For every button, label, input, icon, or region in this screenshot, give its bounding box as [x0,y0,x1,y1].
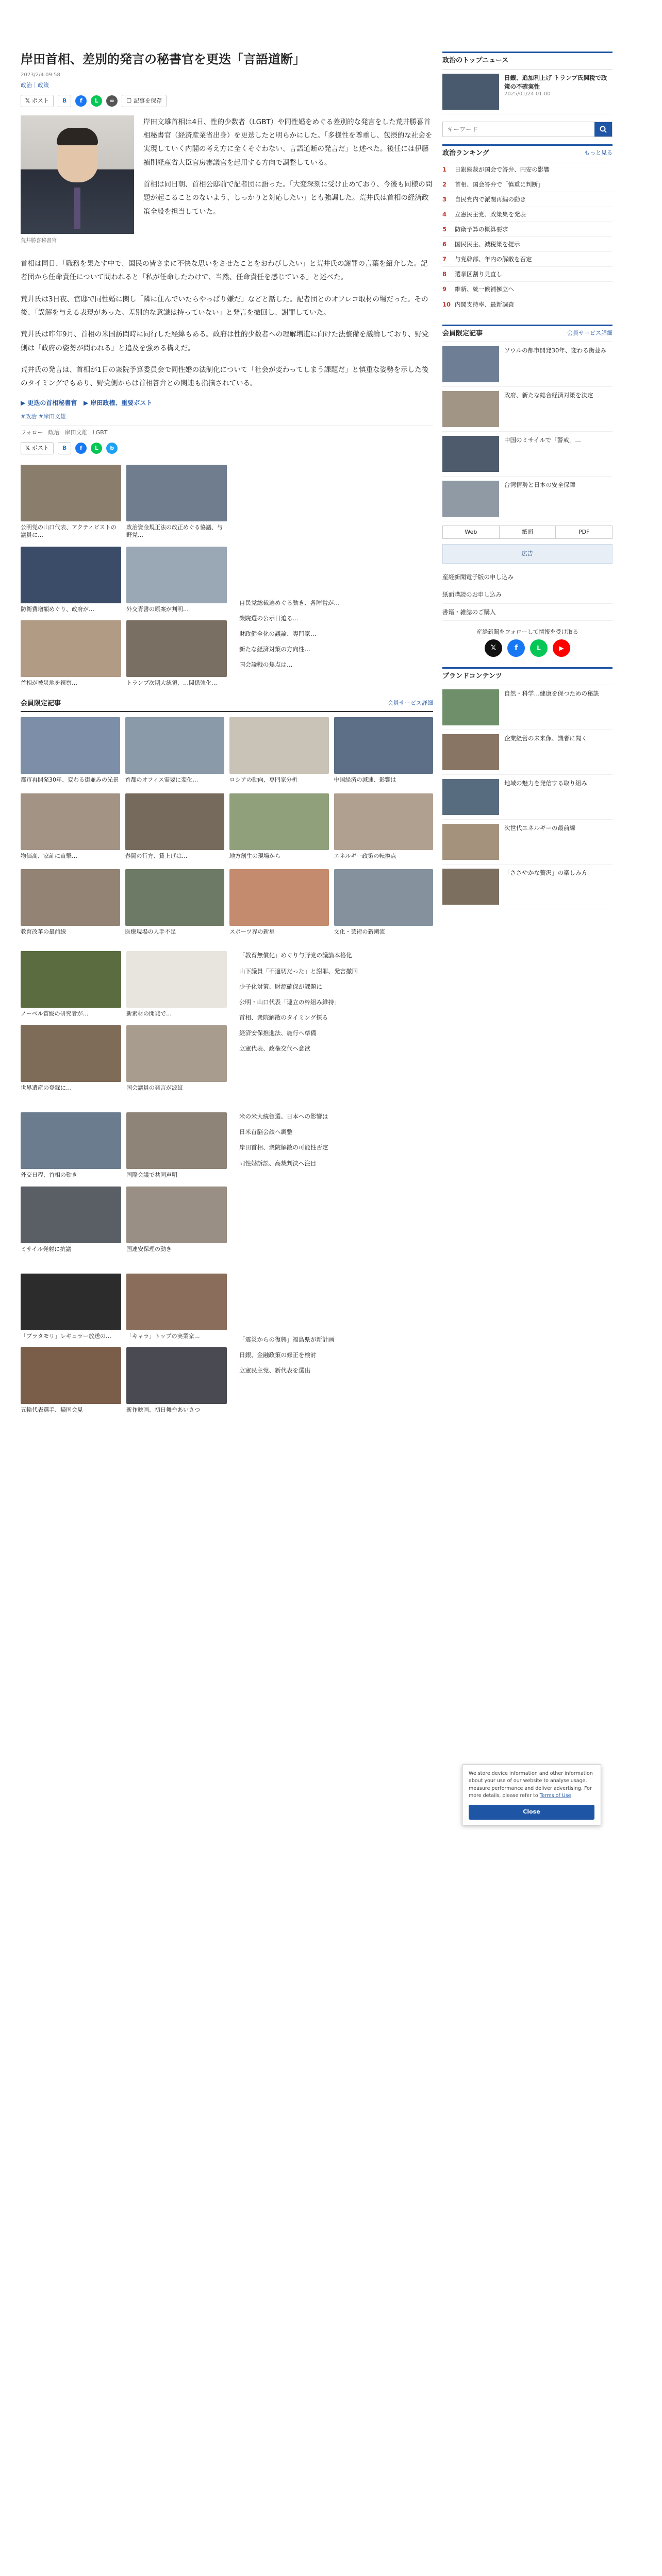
side-card-text: 政府、新たな総合経済対策を決定 [504,392,593,399]
article-thumb[interactable] [334,717,434,784]
related-link[interactable]: ▶ 岸田政権、重要ポスト [83,399,153,406]
side-card-text: ソウルの都市開発30年、変わる街並み [504,347,607,354]
article-thumb[interactable] [21,1112,121,1179]
text-link[interactable]: 「震災からの復興」福島県が新計画 [239,1336,334,1344]
thumb-label: 公明党の山口代表、アクティビストの議員に… [21,523,117,539]
lower-text-list [239,1112,433,1167]
news-title: 日銀、追加利上げ トランプ氏関税で政策の不確実性 [504,74,607,90]
thumb-label: 国際会議で共同声明 [126,1172,177,1179]
brand-list [442,685,613,909]
ranking-item[interactable] [442,222,613,237]
thumb-image [126,620,227,677]
text-link[interactable]: 同性婚訴訟、高裁判決へ注目 [239,1159,317,1167]
side-card[interactable] [442,342,613,387]
thumb-label: 教育改革の最前線 [21,928,66,936]
article-thumb[interactable] [126,1187,227,1253]
mid-grid [21,951,227,1092]
text-link[interactable]: 立憲代表、政権交代へ意欲 [239,1045,310,1053]
ranking-item[interactable] [442,297,613,312]
article-title: 岸田首相、差別的発言の秘書官を更迭「言語道断」 [21,52,305,66]
ranking-list [442,162,613,312]
photo-caption: 荒井勝喜秘書官 [21,238,57,244]
tab-paper[interactable]: 紙面 [500,526,556,538]
thumb-image [126,1274,227,1330]
sidebar [442,52,613,909]
thumb-label: 国会議員の発言が波紋 [126,1084,183,1091]
ranking-item[interactable] [442,237,613,252]
text-link[interactable]: 国会論戦の焦点は… [239,661,293,669]
search-input[interactable] [443,122,594,137]
side-thumb [442,689,499,725]
thumb-label: 新素材の開発で… [126,1010,172,1018]
article-thumb[interactable] [229,869,329,936]
news-thumb [442,74,499,110]
ranking-item[interactable] [442,162,613,177]
side-thumb [442,481,499,517]
article-thumb[interactable] [21,717,120,784]
side-card[interactable] [442,432,613,477]
sidebar-heading: 会員限定記事 [442,329,483,337]
thumb-image [21,1025,121,1082]
article-thumb[interactable] [21,793,120,860]
article-thumb[interactable] [21,547,121,613]
article-thumb[interactable] [21,1187,121,1253]
members-grid [21,717,433,936]
paragraph: 荒井氏は昨年9月、首相の米国訪問時に同行した経緯もある。政府は性的少数者への理解増進に向けた法整備を議論しており、野党側は「政府の姿勢が問われる」と追及を強める構えだ。 [21,330,429,352]
hatena-button[interactable]: B [58,95,71,107]
top-news-item[interactable] [442,70,613,114]
thumb-image [21,793,120,850]
side-card-text: 企業経営の未来像、識者に聞く [504,735,587,742]
article-tags[interactable]: #政治 #岸田文雄 [21,413,66,420]
text-link[interactable]: 自民党総裁選めぐる動き、各陣営が… [239,599,340,606]
thumb-label: 政治資金規正法の改正めぐる協議、与野党… [126,523,223,539]
tag-link[interactable]: LGBT [92,429,108,436]
tab-web[interactable]: Web [443,526,500,538]
thumb-image [334,717,434,774]
terms-link[interactable]: Terms of Use [539,1792,571,1799]
article-thumb[interactable] [126,1112,227,1179]
article-thumb[interactable] [21,1025,121,1092]
cookie-close-button[interactable]: Close [469,1805,594,1820]
follow-text: 産経新聞をフォローして情報を受け取る [476,629,578,636]
text-link[interactable]: 立憲民主党、新代表を選出 [239,1367,310,1375]
x-icon: 𝕏 [25,97,30,104]
thumb-label: ロシアの動向、専門家分析 [229,776,297,784]
link-icon[interactable]: ∞ [106,95,118,107]
lower-grid [21,1112,227,1253]
thumb-label: 医療現場の人手不足 [125,928,176,936]
sns-row [442,639,613,657]
x-icon[interactable]: 𝕏 [485,639,502,657]
thumb-label: 外交日程、首相の動き [21,1172,77,1179]
text-link[interactable]: 米の米大統領選、日本への影響は [239,1113,328,1121]
article-thumb[interactable] [229,717,329,784]
ranking-item[interactable] [442,252,613,267]
thumb-image [126,1025,227,1082]
side-card-text: 自然・科学…健康を保つための秘訣 [504,690,599,698]
thumb-label: 新作映画、初日舞台あいさつ [126,1406,200,1414]
tag-bar [21,425,433,437]
cookie-text: We store device information and other information about your use of our website to analyse usage, measure performance and deliver advertising. For more details, please refer to [469,1771,593,1799]
text-link[interactable]: 岸田首相、衆院解散の可能性否定 [239,1144,328,1151]
paragraph: 荒井氏は3日夜、官邸で同性婚に関し「隣に住んでいたらやっぱり嫌だ」などと話した。記者団とのオフレコ取材の場だった。その後、「誤解を与える表現があった。差別的な意識は持っていない」と発言を撤回し、謝罪していた。 [21,295,428,317]
rank-title: 与党幹部、年内の解散を否定 [455,256,532,263]
thumb-label: トランプ次期大統領、…関係強化… [126,680,217,687]
thumb-label: 首相が被災地を視察… [21,680,77,687]
side-thumb [442,869,499,905]
rank-number: 6 [442,241,447,248]
side-thumb [442,436,499,472]
thumb-label: 首都のオフィス需要に変化… [125,776,198,784]
rank-number: 8 [442,270,447,278]
ranking-box [442,144,613,312]
thumb-label: 文化・芸術の新潮流 [334,928,385,936]
related-links [21,399,433,408]
bottom-section [21,1274,433,1414]
post-button[interactable]: 𝕏 ポスト [21,442,54,454]
rank-title: 立憲民主党、政策集を発表 [455,210,526,218]
recommend-grid [21,465,227,687]
thumb-image [21,547,121,603]
article-thumb[interactable] [21,620,121,687]
article-thumb[interactable] [334,869,434,936]
article-date: 2023/2/4 09:58 [21,72,60,78]
text-link[interactable]: 日銀、金融政策の修正を検討 [239,1351,317,1359]
text-link[interactable]: 経済安保推進法、施行へ準備 [239,1029,317,1037]
thumb-image [21,1187,121,1243]
text-link[interactable]: 日米首脳会談へ調整 [239,1128,293,1136]
follow-button[interactable]: フォロー [21,429,43,436]
brand-box [442,667,613,909]
thumb-image [21,1347,121,1404]
side-link[interactable]: 紙面購読のお申し込み [442,586,613,604]
side-card[interactable] [442,477,613,521]
side-link[interactable]: 書籍・雑誌のご購入 [442,604,613,621]
thumb-label: 世界遺産の登録に… [21,1084,72,1091]
thumb-image [334,793,434,850]
article-thumb[interactable] [21,1274,121,1340]
share-bar [21,95,433,107]
rank-number: 7 [442,256,447,263]
search-icon [600,126,607,133]
news-date: 2025/01/24 01:00 [504,91,551,97]
share-bar-bottom [21,442,433,454]
article-thumb[interactable] [126,547,227,613]
text-link[interactable]: 財政健全化の議論、専門家… [239,630,317,638]
article-thumb[interactable] [126,620,227,687]
mid-section [21,951,433,1092]
article-thumb[interactable] [126,1347,227,1414]
tag-link[interactable]: 岸田文雄 [64,429,88,436]
thumb-image [126,951,227,1008]
bookmark-icon: ☐ [126,97,132,104]
top-news-box [442,52,613,114]
side-links [442,569,613,621]
article-thumb[interactable] [21,869,120,936]
thumb-label: 外交青書の原案が判明… [126,605,189,613]
thumb-image [229,869,329,926]
thumb-label: 防衛費増額めぐり、政府が… [21,605,94,613]
text-link[interactable]: 山下議員「不適切だった」と謝罪、発言撤回 [239,967,358,975]
rank-title: 維新、統一候補擁立へ [455,285,514,293]
side-card-text: 台湾情勢と日本の安全保障 [504,481,575,489]
bluesky-icon[interactable]: b [106,443,118,454]
rank-number: 3 [442,195,447,203]
related-link[interactable]: ▶ 更迭の首相秘書官 [21,399,77,406]
article-thumb[interactable] [21,465,121,539]
ranking-more-link[interactable]: もっと見る [584,149,613,156]
thumb-label: ミサイル発射に抗議 [21,1245,72,1252]
text-link[interactable]: 公明・山口代表「連立の枠組み維持」 [239,998,340,1006]
side-card-text: 地域の魅力を発信する取り組み [504,779,587,787]
thumb-image [126,1112,227,1169]
thumb-image [21,869,120,926]
side-thumb [442,391,499,427]
thumb-label: 春闘の行方、賃上げは… [125,852,188,859]
text-link[interactable]: 首相、衆院解散のタイミング探る [239,1013,328,1021]
article-category[interactable]: 政治｜政策 [21,81,49,89]
thumb-label: スポーツ界の新星 [229,928,275,936]
paragraph: 首相は同日朝、首相公邸前で記者団に語った。「大変深刻に受け止めており、今後も同様の問題が起こることのないよう、しっかりと対応したい」とも強調した。荒井氏は首相の経済政策全般を担当していた。 [143,180,433,216]
bottom-text-list [239,1335,433,1375]
thumb-image [125,717,225,774]
text-link[interactable]: 「教育無償化」めぐり与野党の議論本格化 [239,952,352,959]
thumb-image [125,793,225,850]
sidebar-heading: 政治ランキング [442,149,489,157]
x-icon: 𝕏 [25,444,30,451]
thumb-label: ノーベル賞級の研究者が… [21,1010,89,1018]
recommend-section [21,465,433,687]
thumb-label: 「ブラタモリ」レギュラー放送の… [21,1333,111,1340]
facebook-icon[interactable]: f [507,639,525,657]
rank-number: 1 [442,165,447,173]
search-button[interactable] [594,122,612,137]
article-thumb[interactable] [125,717,225,784]
bookmark-button[interactable]: ☐ 記事を保存 [122,95,167,107]
sidebar-heading: ブランドコンテンツ [442,669,613,685]
ranking-item[interactable] [442,207,613,222]
mid-text-list [239,951,433,1053]
rank-number: 5 [442,226,447,233]
side-card[interactable] [442,820,613,865]
thumb-image [21,951,121,1008]
lower-section [21,1112,433,1253]
article-thumb[interactable] [126,951,227,1018]
side-card[interactable] [442,730,613,775]
side-link[interactable]: 産経新聞電子版の申し込み [442,569,613,586]
article-photo [21,115,134,246]
article-body [21,115,433,391]
side-card[interactable] [442,775,613,820]
thumb-image [126,465,227,521]
section-title: 会員限定記事 [21,700,61,708]
thumb-label: 都市再開発30年、変わる街並みの光景 [21,776,119,784]
text-link[interactable]: 少子化対策、財源確保が課題に [239,982,322,990]
article-thumb[interactable] [334,793,434,860]
article-thumb[interactable] [126,1025,227,1092]
rank-title: 首相、国会答弁で「慎重に判断」 [455,180,544,188]
article-thumb[interactable] [125,869,225,936]
sidebar-heading: 政治のトップニュース [442,53,613,70]
members-list [442,342,613,521]
article-thumb[interactable] [21,951,121,1018]
facebook-icon[interactable]: f [75,95,87,107]
side-thumb [442,346,499,382]
thumb-label: 五輪代表選手、帰国会見 [21,1406,83,1414]
thumb-image [126,1347,227,1404]
thumb-label: 物価高、家計に直撃… [21,852,77,859]
thumb-image [21,1112,121,1169]
side-card-text: 「ささやかな贅沢」の楽しみ方 [504,869,587,877]
thumb-label: 地方創生の現場から [229,852,280,859]
rank-number: 4 [442,210,447,218]
line-icon[interactable]: L [91,443,102,454]
side-thumb [442,824,499,860]
side-card-text: 次世代エネルギーの最前線 [504,824,575,832]
side-card[interactable] [442,387,613,432]
thumb-label: 国連安保理の動き [126,1245,172,1252]
bottom-grid [21,1274,227,1414]
rank-title: 内閣支持率、最新調査 [455,300,514,308]
hatena-button[interactable]: B [58,442,71,454]
side-thumb [442,779,499,815]
article-thumb[interactable] [126,1274,227,1340]
search-box [442,122,613,137]
rank-title: 自民党内で派閥再編の動き [455,195,526,203]
thumb-label: エネルギー政策の転換点 [334,852,396,859]
tag-link[interactable]: 政治 [48,429,60,436]
article-thumb[interactable] [126,465,227,539]
line-icon[interactable]: L [91,95,102,107]
side-card-text: 中国のミサイルで「警戒」… [504,436,581,444]
thumb-image [125,869,225,926]
thumb-label: 「キャラ」トップの実業家… [126,1333,200,1340]
text-link[interactable]: 新たな経済対策の方向性… [239,646,310,653]
thumb-image [229,793,329,850]
side-card[interactable] [442,685,613,730]
thumb-image [21,1274,121,1330]
side-thumb [442,734,499,770]
facebook-icon[interactable]: f [75,443,87,454]
youtube-icon[interactable]: ▶ [553,639,570,657]
thumb-image [21,465,121,521]
cookie-banner [462,1765,601,1825]
line-icon[interactable]: L [530,639,548,657]
article-thumb[interactable] [125,793,225,860]
paragraph: 荒井氏の発言は、首相が1日の衆院予算委員会で同性婚の法制化について「社会が変わってしまう課題だ」と慎重な姿勢を示した後のタイミングでもあり、野党側からは首相答弁との関連も指摘されている。 [21,366,429,388]
rank-number: 2 [442,180,447,188]
rank-number: 10 [442,300,451,308]
main-column [21,52,433,1414]
text-link[interactable]: 衆院選の公示日迫る… [239,614,299,622]
rank-title: 日銀総裁が国会で答弁、円安の影響 [455,165,550,173]
thumb-label: 中国経済の減速、影響は [334,776,396,784]
ranking-item[interactable] [442,267,613,282]
members-more-link[interactable]: 会員サービス詳細 [567,329,613,336]
tab-pdf[interactable]: PDF [578,529,590,536]
ranking-item[interactable] [442,177,613,192]
post-button[interactable]: 𝕏 ポスト [21,95,54,107]
recommend-text-list [239,599,433,669]
ranking-item[interactable] [442,192,613,207]
rank-number: 9 [442,285,447,293]
paragraph: 岸田文雄首相は4日、性的少数者（LGBT）や同性婚をめぐる差別的な発言をした荒井勝喜首相秘書官（経済産業省出身）を更迭したと明らかにした。「多様性を尊重し、包摂的な社会を実現していく内閣の考え方に全くそぐわない、言語道断の発言だ」と述べた。後任には伊藤禎則経産省大臣官房審議官を起用する方向で調整している。 [143,117,433,167]
members-box [442,325,613,522]
thumb-image [126,547,227,603]
thumb-image [229,717,329,774]
thumb-image [21,717,120,774]
thumb-image [21,620,121,677]
article-thumb[interactable] [21,1347,121,1414]
rank-title: 防衛予算の概算要求 [455,226,508,233]
thumb-image [334,869,434,926]
thumb-image [126,1187,227,1243]
rank-title: 国民民主、減税策を提示 [455,241,520,248]
paragraph: 首相は同日、「職務を果たす中で、国民の皆さまに不快な思いをさせたことをおわびしたい」と荒井氏の謝罪の言葉を紹介した。記者団から任命責任について問われると「私が任命したわけで、当然、任命責任を感じている」と述べた。 [21,260,428,282]
rank-title: 選挙区割り見直し [455,270,502,278]
edition-tabs [442,526,613,539]
members-section-header [21,697,433,712]
ad-banner[interactable]: 広告 [442,544,613,564]
members-more-link[interactable]: 会員サービス詳細 [388,700,433,707]
article-thumb[interactable] [229,793,329,860]
side-card[interactable] [442,865,613,909]
ranking-item[interactable] [442,282,613,297]
